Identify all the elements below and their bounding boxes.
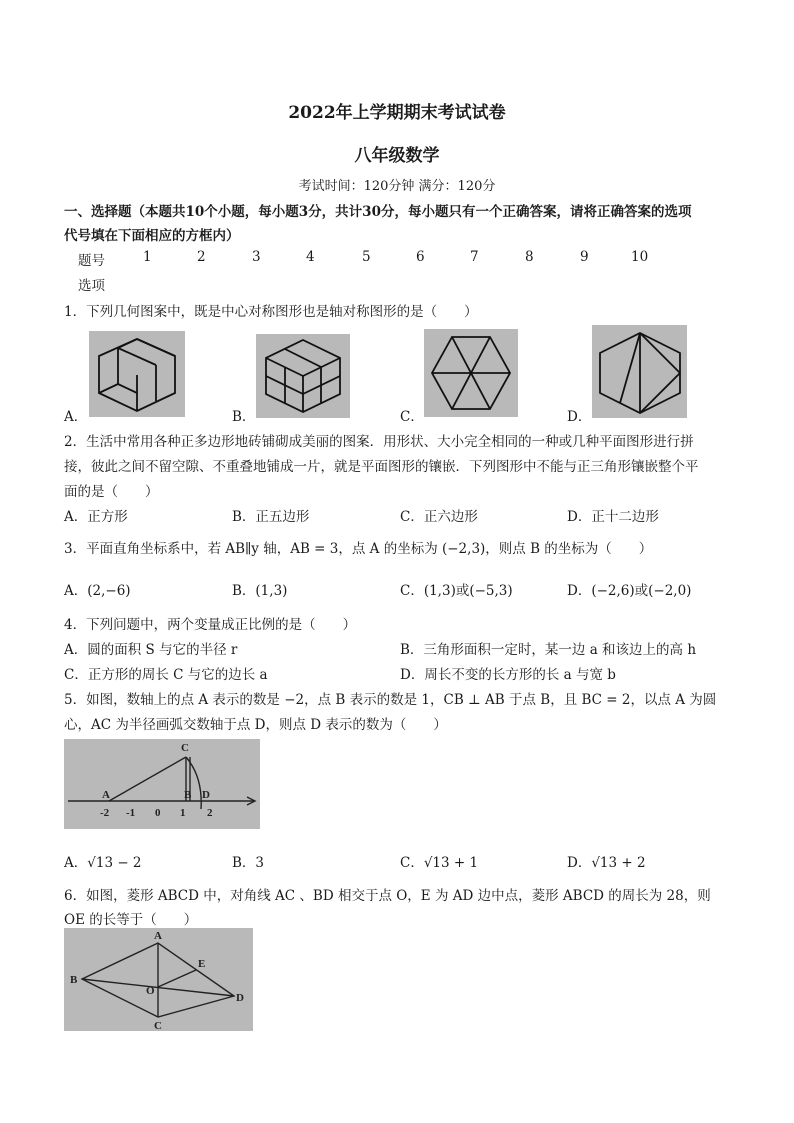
q1-text: 1．下列几何图案中，既是中心对称图形也是轴对称图形的是（ ） bbox=[64, 304, 478, 320]
q5-tick-label: 2 bbox=[207, 807, 213, 819]
q5-number-line-figure bbox=[64, 739, 260, 829]
answer-table-num: 9 bbox=[580, 249, 589, 265]
q2-option-d: D．正十二边形 bbox=[567, 509, 659, 525]
exam-subtitle: 八年级数学 bbox=[354, 146, 440, 166]
q1-figure-d bbox=[592, 325, 687, 418]
q5-tick-label: 0 bbox=[155, 807, 161, 819]
q2-line1: 2．生活中常用各种正多边形地砖铺砌成美丽的图案．用形状、大小完全相同的一种或几种平面图形进行拼 bbox=[64, 434, 694, 450]
q1-figure-c bbox=[424, 329, 518, 417]
exam-title: 2022年上学期期末考试试卷 bbox=[288, 103, 506, 123]
q6-label-b: B bbox=[70, 974, 78, 986]
answer-table-num: 7 bbox=[470, 249, 479, 265]
answer-table-num: 10 bbox=[631, 249, 649, 265]
q6-label-e: E bbox=[198, 958, 206, 970]
q3-option-b: B．(1,3) bbox=[232, 583, 288, 599]
q5-option-a: A．√13 − 2 bbox=[64, 855, 142, 871]
q6-line1: 6．如图，菱形 ABCD 中，对角线 AC 、BD 相交于点 O，E 为 AD 边中点，菱形 ABCD 的周长为 28，则 bbox=[64, 888, 711, 904]
q5-label-c: C bbox=[181, 742, 189, 754]
q4-option-b: B．三角形面积一定时，某一边 a 和该边上的高 h bbox=[400, 642, 697, 658]
q5-tick-label: -1 bbox=[126, 807, 136, 819]
q3-option-d: D．(−2,6)或(−2,0) bbox=[567, 583, 692, 599]
q5-label-b: B bbox=[184, 789, 192, 801]
q6-rhombus-figure bbox=[64, 928, 253, 1031]
q5-option-d: D．√13 + 2 bbox=[567, 855, 646, 871]
q2-option-c: C．正六边形 bbox=[400, 509, 478, 525]
section-heading-line2: 代号填在下面相应的方框内） bbox=[64, 228, 240, 244]
answer-table-num: 2 bbox=[197, 249, 206, 265]
q5-label-d: D bbox=[202, 789, 210, 801]
answer-table-num: 3 bbox=[252, 249, 261, 265]
answer-table-label-option: 选项 bbox=[78, 278, 105, 294]
answer-table-num: 5 bbox=[362, 249, 371, 265]
q3-option-c: C．(1,3)或(−5,3) bbox=[400, 583, 513, 599]
q3-text: 3．平面直角坐标系中，若 AB∥y 轴，AB = 3，点 A 的坐标为 (−2,3)，则点 B 的坐标为（ ） bbox=[64, 541, 653, 557]
answer-table-num: 6 bbox=[416, 249, 425, 265]
q5-option-c: C．√13 + 1 bbox=[400, 855, 479, 871]
q3-option-a: A．(2,−6) bbox=[64, 583, 131, 599]
q4-option-d: D．周长不变的长方形的长 a 与宽 b bbox=[400, 667, 616, 683]
q5-tick-label: 1 bbox=[180, 807, 186, 819]
q2-line2: 接，彼此之间不留空隙、不重叠地铺成一片，就是平面图形的镶嵌．下列图形中不能与正三角形镶嵌整个平 bbox=[64, 459, 699, 475]
answer-table-num: 1 bbox=[143, 249, 152, 265]
q5-option-b: B．3 bbox=[232, 855, 265, 871]
q4-text: 4．下列问题中，两个变量成正比例的是（ ） bbox=[64, 617, 357, 633]
q1-option-d: D． bbox=[567, 409, 592, 425]
q6-line2: OE 的长等于（ ） bbox=[64, 912, 198, 928]
q5-line1: 5．如图，数轴上的点 A 表示的数是 −2，点 B 表示的数是 1，CB ⊥ AB 于点 B，且 BC = 2，以点 A 为圆 bbox=[64, 692, 717, 708]
q5-tick-label: -2 bbox=[100, 807, 110, 819]
q1-option-c: C． bbox=[400, 409, 424, 425]
q2-line3: 面的是（ ） bbox=[64, 484, 159, 500]
q4-option-a: A．圆的面积 S 与它的半径 r bbox=[64, 642, 238, 658]
section-heading-line1: 一、选择题（本题共10个小题，每小题3分，共计30分，每小题只有一个正确答案，请将正确答案的选项 bbox=[64, 204, 692, 220]
answer-table-label-number: 题号 bbox=[78, 253, 105, 269]
q6-label-d: D bbox=[236, 992, 244, 1004]
q1-option-a: A． bbox=[64, 409, 88, 425]
q6-label-c: C bbox=[154, 1020, 162, 1031]
answer-table-num: 8 bbox=[525, 249, 534, 265]
q2-option-a: A．正方形 bbox=[64, 509, 128, 525]
q1-figure-b bbox=[256, 334, 350, 418]
q6-label-o: O bbox=[146, 985, 155, 997]
q2-option-b: B．正五边形 bbox=[232, 509, 310, 525]
q1-figure-a bbox=[89, 331, 185, 417]
q1-option-b: B． bbox=[232, 409, 256, 425]
q4-option-c: C．正方形的周长 C 与它的边长 a bbox=[64, 667, 268, 683]
q5-label-a: A bbox=[102, 789, 110, 801]
q5-line2: 心，AC 为半径画弧交数轴于点 D，则点 D 表示的数为（ ） bbox=[64, 717, 447, 733]
q6-label-a: A bbox=[154, 930, 162, 942]
exam-info: 考试时间：120分钟 满分：120分 bbox=[298, 179, 496, 194]
answer-table-num: 4 bbox=[306, 249, 315, 265]
